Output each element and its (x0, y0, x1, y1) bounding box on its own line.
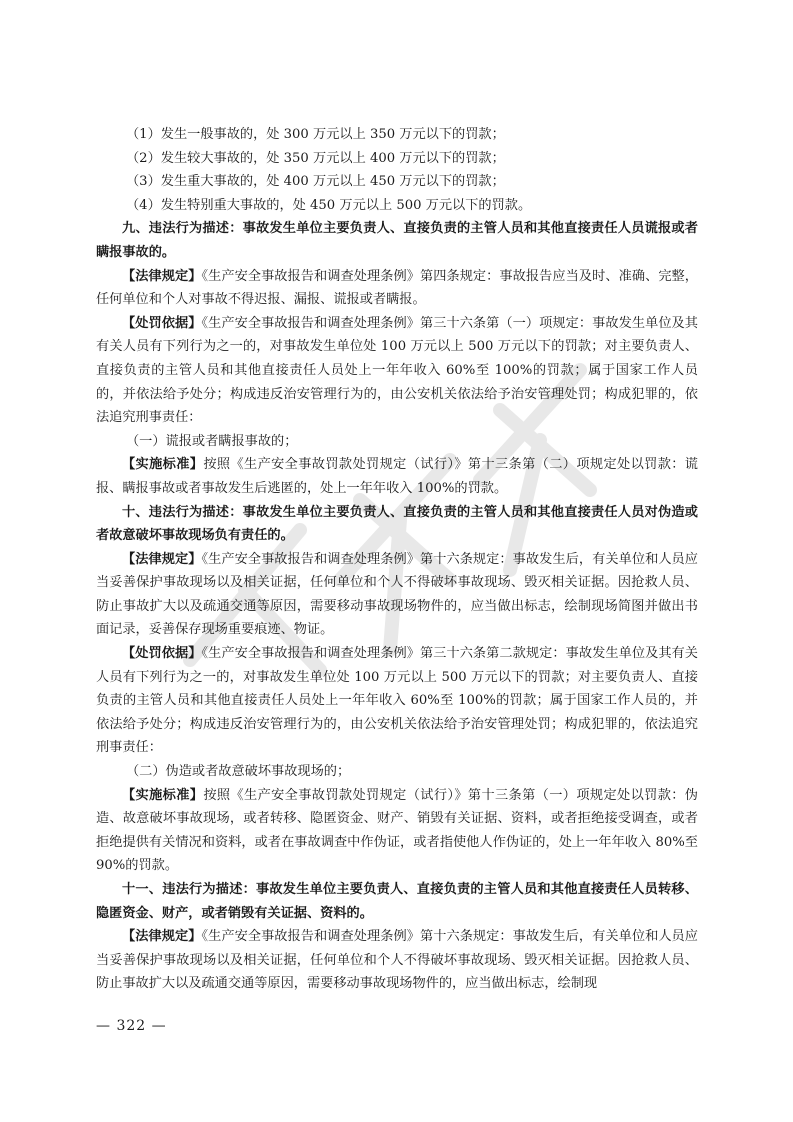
standard-label: 【实施标准】 (122, 787, 204, 803)
law-paragraph (96, 925, 698, 996)
basis-paragraph (96, 312, 698, 430)
basis-text: 《生产安全事故报告和调查处理条例》第三十六条第（一）项规定：事故发生单位及其有关人员有下列行为之一的，对事故发生单位处 100 万元以上 500 万元以下的罚款；对主要负责人、直接负责的主管人员和其他直接责任人员处上一年年收入 60%至 100%的罚款；属于国家工作人员的，并依法给予处分；构成违反治安管理行为的，由公安机关依法给予治安管理处罚；构成犯罪的，依法追究刑事责任： (96, 315, 698, 426)
law-label: 【法律规定】 (122, 929, 202, 945)
list-item: （4）发生特别重大事故的，处 450 万元以上 500 万元以下的罚款。 (126, 197, 532, 213)
section-heading: 十一、违法行为描述：事故发生单位主要负责人、直接负责的主管人员和其他直接责任人员转移、隐匿资金、财产，或者销毁有关证据、资料的。 (96, 882, 698, 921)
standard-text: 按照《生产安全事故罚款处罚规定（试行）》第十三条第（二）项规定处以罚款：谎报、瞒报事故或者事故发生后逃匿的，处上一年年收入 100%的罚款。 (96, 457, 698, 496)
list-item: （2）发生较大事故的，处 350 万元以上 400 万元以下的罚款； (126, 150, 505, 166)
page-number: — 322 — (96, 1018, 167, 1034)
law-label: 【法律规定】 (122, 268, 202, 284)
law-text: 《生产安全事故报告和调查处理条例》第十六条规定：事故发生后，有关单位和人员应当妥善保护事故现场以及相关证据，任何单位和个人不得破坏事故现场、毁灭相关证据。因抢救人员、防止事故扩大以及疏通交通等原因，需要移动事故现场物件的，应当做出标志，绘制现 (96, 929, 698, 992)
law-paragraph (96, 265, 698, 312)
basis-paragraph (96, 642, 698, 760)
law-label: 【法律规定】 (122, 551, 202, 567)
list-item: （3）发生重大事故的，处 400 万元以上 450 万元以下的罚款； (126, 174, 505, 190)
standard-paragraph (96, 784, 698, 878)
basis-text: 《生产安全事故报告和调查处理条例》第三十六条第二款规定：事故发生单位及其有关人员有下列行为之一的，对事故发生单位处 100 万元以上 500 万元以下的罚款；对主要负责人、直接负责的主管人员和其他直接责任人员处上一年年收入 60%至 100%的罚款；属于国家工作人员的，并依法给予处分；构成违反治安管理行为的，由公安机关依法给予治安管理处罚；构成犯罪的，依法追究刑事责任： (96, 646, 698, 756)
section-heading: 十、违法行为描述：事故发生单位主要负责人、直接负责的主管人员和其他直接责任人员对伪造或者故意破坏事故现场负有责任的。 (96, 504, 698, 544)
standard-text: 按照《生产安全事故罚款处罚规定（试行）》第十三条第（一）项规定处以罚款：伪造、故意破坏事故现场，或者转移、隐匿资金、财产、销毁有关证据、资料，或者拒绝接受调查，或者拒绝提供有关情况和资料，或者在事故调查中作伪证，或者指使他人作伪证的，处上一年年收入 80%至 90%的罚款。 (96, 787, 698, 874)
standard-label: 【实施标准】 (122, 457, 204, 473)
law-text: 《生产安全事故报告和调查处理条例》第十六条规定：事故发生后，有关单位和人员应当妥善保护事故现场以及相关证据，任何单位和个人不得破坏事故现场、毁灭相关证据。因抢救人员、防止事故扩大以及疏通交通等原因，需要移动事故现场物件的，应当做出标志，绘制现场简图并做出书面记录，妥善保存现场重要痕迹、物证。 (96, 551, 698, 638)
law-paragraph (96, 548, 698, 642)
section-heading: 九、违法行为描述：事故发生单位主要负责人、直接负责的主管人员和其他直接责任人员谎报或者瞒报事故的。 (96, 221, 698, 260)
sub-item: （一）谎报或者瞒报事故的； (126, 433, 298, 449)
sub-item: （二）伪造或者故意破坏事故现场的； (126, 764, 351, 780)
page-body (96, 123, 698, 996)
standard-paragraph (96, 453, 698, 500)
list-item: （1）发生一般事故的，处 300 万元以上 350 万元以下的罚款； (126, 127, 505, 142)
law-text: 《生产安全事故报告和调查处理条例》第四条规定：事故报告应当及时、准确、完整，任何单位和个人对事故不得迟报、漏报、谎报或者瞒报。 (96, 268, 698, 308)
basis-label: 【处罚依据】 (122, 315, 202, 331)
basis-label: 【处罚依据】 (122, 646, 202, 662)
